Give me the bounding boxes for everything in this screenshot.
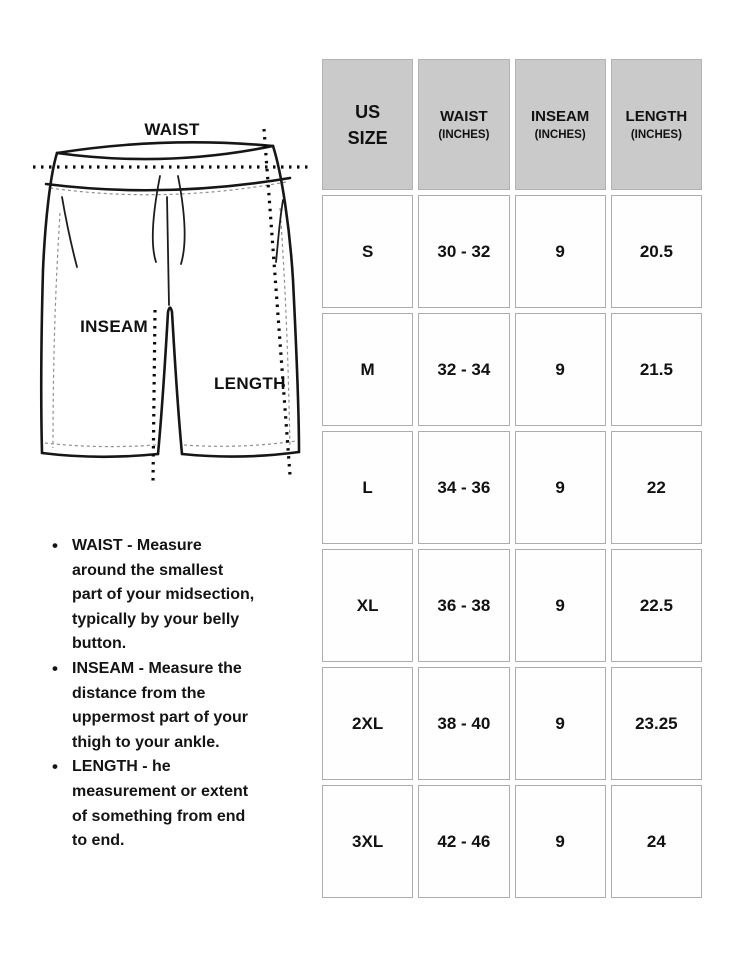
measurement-notes — [52, 534, 314, 854]
cell-length-l: 22 — [611, 431, 702, 544]
table-header-waist — [418, 59, 509, 190]
note-inseam — [52, 657, 314, 755]
cell-size-l: L — [322, 431, 413, 544]
size-table — [322, 59, 702, 898]
cell-inseam-3xl: 9 — [515, 785, 606, 898]
diagram-length-label: LENGTH — [214, 374, 286, 393]
cell-size-3xl: 3XL — [322, 785, 413, 898]
note-inseam-text: • INSEAM - Measure the distance from the uppermost part of your thigh to your ankle. — [72, 659, 249, 751]
cell-size-xl: XL — [322, 549, 413, 662]
cell-waist-2xl: 38 - 40 — [418, 667, 509, 780]
header-us-size-line1: US — [355, 101, 381, 122]
note-waist — [52, 534, 314, 657]
cell-length-xl: 22.5 — [611, 549, 702, 662]
cell-inseam-s: 9 — [515, 195, 606, 308]
cell-inseam-l: 9 — [515, 431, 606, 544]
cell-length-s: 20.5 — [611, 195, 702, 308]
cell-waist-m: 32 - 34 — [418, 313, 509, 426]
header-waist-line2: (INCHES) — [438, 128, 490, 141]
header-length-line2: (INCHES) — [630, 128, 682, 141]
diagram-waist-label: WAIST — [144, 120, 200, 139]
shorts-measurement-diagram — [0, 0, 322, 535]
cell-length-3xl: 24 — [611, 785, 702, 898]
cell-inseam-xl: 9 — [515, 549, 606, 662]
cell-inseam-2xl: 9 — [515, 667, 606, 780]
note-length-text: • LENGTH - he measurement or extent of something from end to end. — [72, 758, 249, 850]
note-waist-text: • WAIST - Measure around the smallest part of your midsection, typically by your belly button. — [72, 537, 255, 653]
cell-waist-3xl: 42 - 46 — [418, 785, 509, 898]
cell-size-m: M — [322, 313, 413, 426]
header-inseam-line2: (INCHES) — [534, 128, 586, 141]
table-header-us-size — [322, 59, 413, 190]
table-header-length — [611, 59, 702, 190]
header-inseam-line1: INSEAM — [530, 107, 590, 125]
table-header-inseam — [515, 59, 606, 190]
note-length — [52, 755, 314, 853]
diagram-inseam-label: INSEAM — [80, 317, 148, 336]
cell-waist-xl: 36 - 38 — [418, 549, 509, 662]
header-us-size-line2: SIZE — [347, 127, 388, 148]
header-waist-line1: WAIST — [440, 107, 488, 125]
cell-size-s: S — [322, 195, 413, 308]
cell-length-2xl: 23.25 — [611, 667, 702, 780]
cell-inseam-m: 9 — [515, 313, 606, 426]
cell-waist-l: 34 - 36 — [418, 431, 509, 544]
cell-waist-s: 30 - 32 — [418, 195, 509, 308]
cell-length-m: 21.5 — [611, 313, 702, 426]
header-length-line1: LENGTH — [625, 107, 688, 125]
cell-size-2xl: 2XL — [322, 667, 413, 780]
